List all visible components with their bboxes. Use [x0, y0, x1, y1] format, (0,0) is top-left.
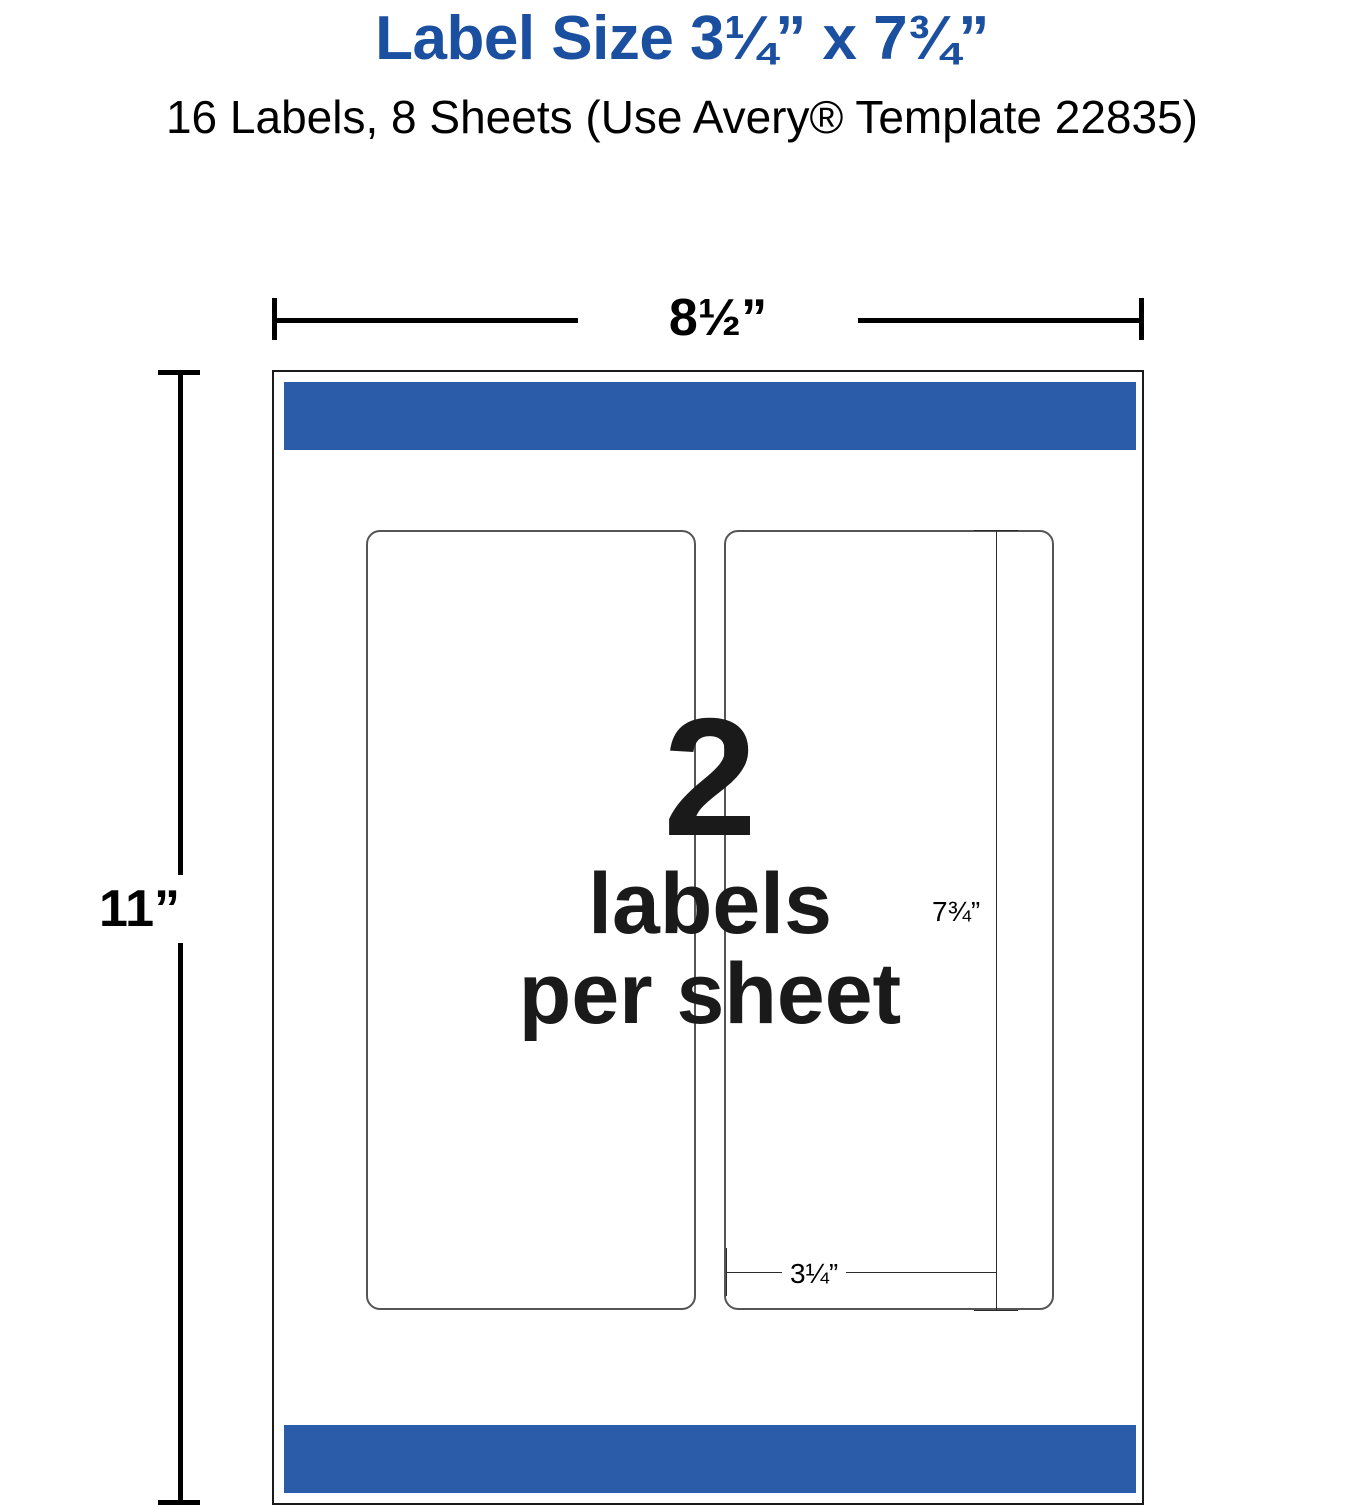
label-height-guide-line	[996, 530, 997, 1310]
sheet-height-label: 11”	[12, 875, 188, 943]
label-sheet	[272, 370, 1144, 1505]
label-width-guide-cap-right	[996, 1248, 997, 1296]
label-width-guide-line	[726, 1272, 996, 1273]
label-sheet-diagram	[0, 250, 1364, 1500]
label-height-label: 7¾”	[926, 892, 986, 932]
label-width-guide-cap-left	[726, 1248, 727, 1296]
height-dimension-cap-top	[158, 370, 200, 375]
sheet-bottom-band	[284, 1425, 1136, 1493]
labels-per-sheet-line2: per sheet	[518, 946, 902, 1043]
page-title: Label Size 3¼” x 7¾”	[375, 4, 989, 73]
label-cell-right	[724, 530, 1054, 1310]
width-dimension-cap-left	[272, 298, 277, 340]
label-cell-left	[366, 530, 696, 1310]
label-height-guide-cap-top	[974, 530, 1018, 531]
labels-per-sheet-count: 2	[663, 683, 757, 871]
sheet-top-band	[284, 382, 1136, 450]
sheet-height-dimension	[99, 370, 270, 1505]
width-dimension-cap-right	[1139, 298, 1144, 340]
sheet-width-label: 8½”	[578, 290, 858, 346]
height-dimension-cap-bottom	[158, 1500, 200, 1505]
header	[0, 0, 1364, 143]
label-width-label: 3¼”	[782, 1256, 846, 1292]
page-subtitle: 16 Labels, 8 Sheets (Use Avery® Template 22835)	[165, 91, 1199, 143]
sheet-width-dimension	[272, 290, 1144, 350]
labels-per-sheet-line1: labels	[588, 856, 832, 953]
label-height-guide-cap-bottom	[974, 1310, 1018, 1311]
